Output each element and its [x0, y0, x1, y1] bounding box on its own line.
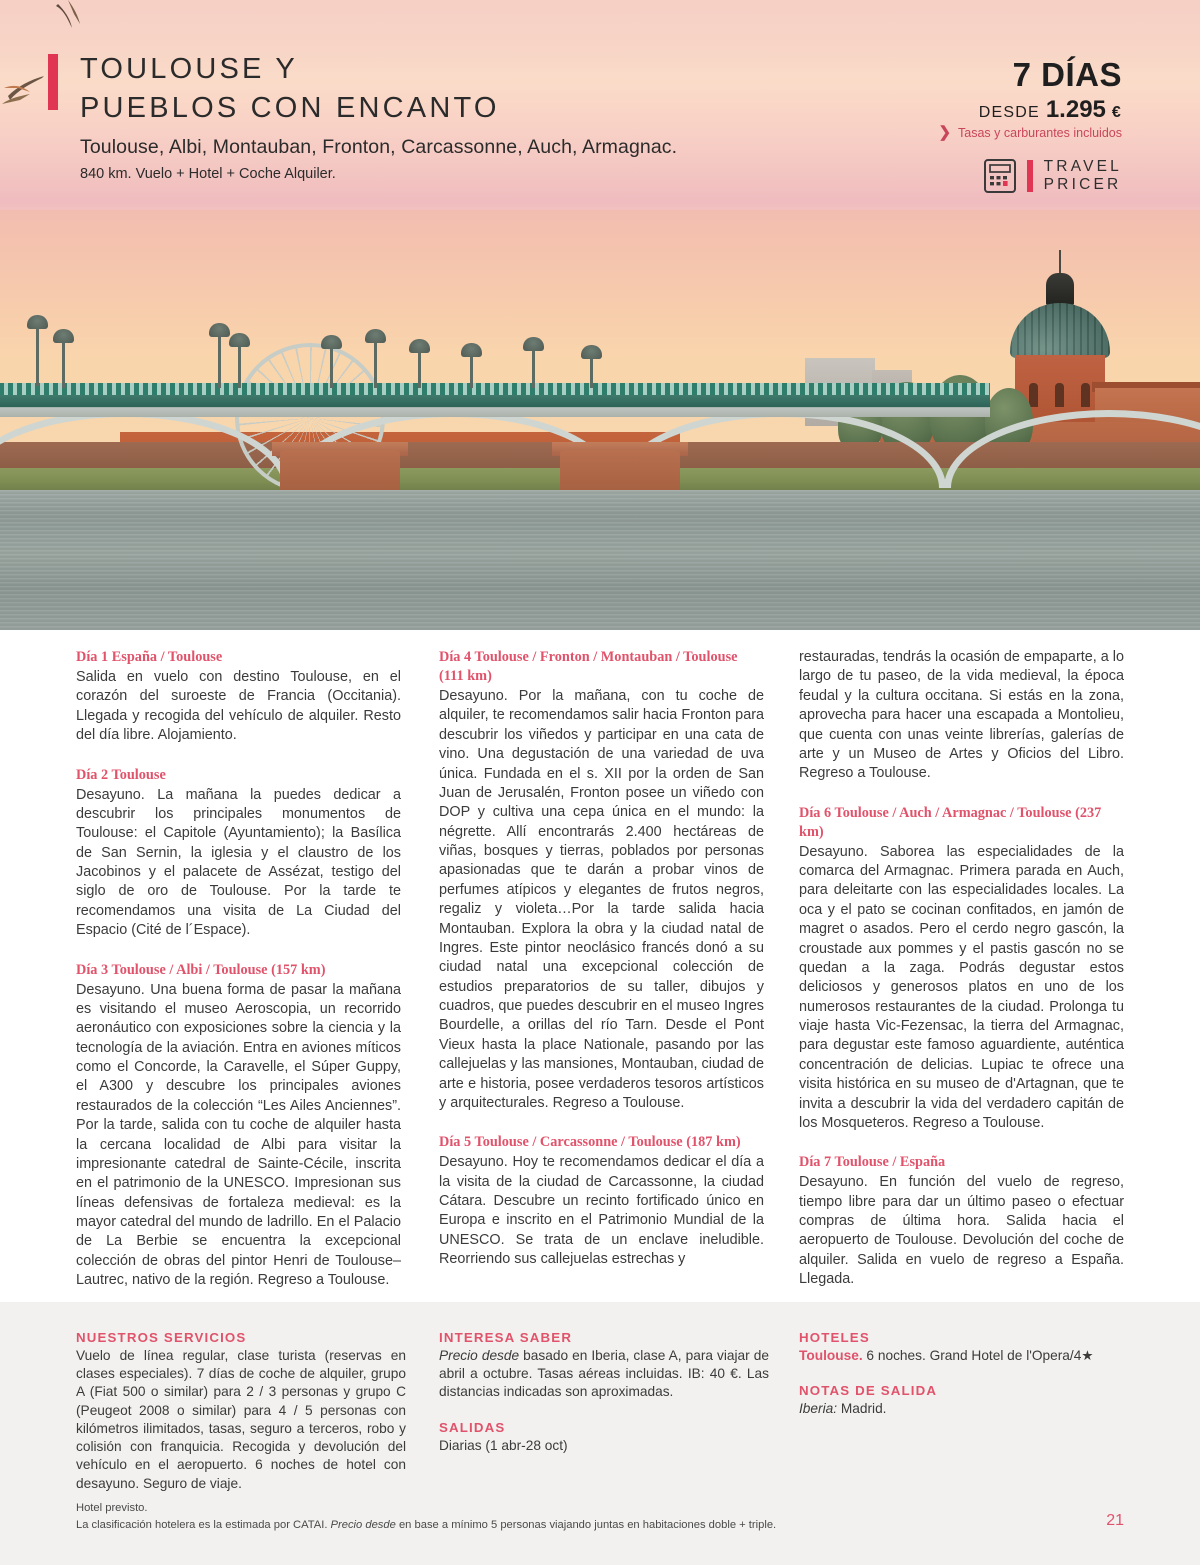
- day-paragraph: Desayuno. Una buena forma de pasar la mañana es visitando el museo Aeroscopia, un recorrido aeronáutico con exposiciones sobre la ciencia y la tecnología de la aviación. Entra en aviones míticos como el Concorde, la Caravelle, el Súper Guppy, el A300 y descubre los principales aviones restaurados de la colección “Les Ailes Anciennes”. Por la tarde, salida con tu coche de alquiler hasta la cercana localidad de Albi para visitar la impresionante catedral de Sainte-Cécile, inscrita en el patrimonio de la UNESCO. Impresionan sus líneas defensivas de fortaleza medieval: es la mayor catedral del mundo de ladrillo. En el Palacio de La Berbie se encuentra la excepcional colección de obras del pintor Henri de Toulouse–Lautrec, nativo de la región. Regreso a Toulouse.: [76, 981, 401, 1289]
- title-accent-bar: [48, 54, 58, 110]
- price-currency: €: [1111, 104, 1122, 121]
- bridge-lamp: [532, 350, 535, 388]
- day-heading: Día 5 Toulouse / Carcassonne / Toulouse (187 km): [439, 1134, 741, 1151]
- bridge-lamp: [470, 356, 473, 388]
- services-column-2: [439, 1330, 769, 1455]
- day-heading: Día 1 España / Toulouse: [76, 649, 223, 665]
- hero-section: [0, 0, 1200, 630]
- calculator-icon: [984, 159, 1016, 193]
- day-heading: Día 2 Toulouse: [76, 766, 166, 783]
- bridge-lamp: [218, 336, 221, 388]
- footnote-2b: en base a mínimo 5 personas viajando juntas en habitaciones doble + triple.: [395, 1518, 777, 1531]
- day-heading: Día 4 Toulouse / Fronton / Montauban / Toulouse (111 km): [439, 649, 738, 684]
- day-paragraph: Desayuno. En función del vuelo de regreso, tiempo libre para dar un último paseo o efectuar compras de última hora. Salida hacia el aeropuerto de Toulouse. Devolución del coche de alquiler. Salida en vuelo de regreso a España. Llegada.: [799, 1174, 1124, 1288]
- bridge-lamp: [62, 342, 65, 388]
- day-paragraph: Salida en vuelo con destino Toulouse, en el corazón del suroeste de Francia (Occitania). Llegada y recogida del vehículo de alquiler. Resto del día libre. Alojamiento.: [76, 669, 401, 744]
- chevron-right-icon: ❯: [938, 124, 952, 141]
- dome-lantern: [1046, 273, 1074, 305]
- day-paragraph: Desayuno. Saborea las especialidades de la comarca del Armagnac. Primera parada en Auch, para deleitarte con las especialidades locales. La oca y el pato se cocinan confitados, en jamón de magret o asados. Pero el cerdo negro gascón, la croustade aux pommes y el pastis gascón no se quedan a la zaga. Podrás degustar estos deliciosos y generosos platos en uno de los numerosos restaurantes de la ciudad. Prolonga tu viaje hasta Vic-Fezensac, la tierra del Armagnac, para degustar este famoso aguardiente, auténtica concentración de delicias. Lupiac te ofrece una visita histórica en su museo de d'Artagnan, que te invita a descubrir la vida del verdadero capitán de los Mosqueteros. Regreso a Toulouse.: [799, 843, 1124, 1131]
- itinerary-column-1: [76, 648, 401, 1291]
- price-prefix: DESDE: [978, 104, 1040, 121]
- notas-de-salida-heading: NOTAS DE SALIDA: [799, 1383, 938, 1399]
- itinerary-column-3: [799, 648, 1124, 1290]
- footnote-line-2: [76, 1517, 976, 1534]
- nuestros-servicios-text: Vuelo de línea regular, clase turista (reservas en clases especiales). 7 días de coche de alquiler, grupo A (Fiat 500 o similar) para 2 / 3 personas y grupo C (Peugeot 2008 o similar) para 4 / 5 personas con kilómetros ilimitados, tasas, seguro a terceros, robo y colisión con franquicia. Recogida y devolución del vehículo en el aeropuerto. 6 noches de hotel con desayuno. Seguro de viaje.: [76, 1348, 406, 1491]
- notas-body: Madrid.: [837, 1401, 887, 1417]
- day-paragraph: Desayuno. Por la mañana, con tu coche de alquiler, te recomendamos salir hacia Fronton para descubrir los viñedos y participar en una cata de vino. Una degustación de una variedad de uva única. Fundada en el s. XII por la orden de San Juan de Jerusalén, Fronton posee un viñedo con DOP y cultiva una cepa única en el mundo: la négrette. Allí encontrarás 2.400 hectáreas de viñas, bosques y tierras, poblados por personas apasionadas que te darán a probar vinos de perfumes atípicos y elegantes de frutos negros, regaliz y violeta…Por la tarde salida hacia Montauban. Explora la obra y la ciudad natal de Ingres. Este pintor neoclásico francés donó a su ciudad natal una excepcional colección de estudios preparatorios de su taller, dibujos y cuadros, que puedes descubrir en el museo Ingres Bourdelle, a orillas del río Tarn. Desde el Pont Vieux hasta la place Nationale, pasando por las callejuelas y las mansiones, Montauban, ciudad de arte e historia, posee verdaderos tesoros artísticos y arquitecturales. Regreso a Toulouse.: [439, 688, 764, 1111]
- brand-line2: PRICER: [1043, 176, 1122, 194]
- page-title: [80, 50, 500, 127]
- brand-name: [1044, 158, 1122, 195]
- notas-de-salida-text: [799, 1400, 1129, 1418]
- bridge-lamp: [330, 348, 333, 388]
- bridge-lamp: [418, 352, 421, 388]
- footnote-2-emphasis: Precio desde: [330, 1518, 396, 1531]
- route-cities: Toulouse, Albi, Montauban, Fronton, Carcassonne, Auch, Armagnac.: [80, 136, 678, 158]
- interesa-saber-text: [439, 1347, 769, 1402]
- day-paragraph: Desayuno. Hoy te recomendamos dedicar el día a la visita de la ciudad de Carcassonne, la ciudad Cátara. Descubre un recinto fortificado único en Europa e inscrito en el Patrimonio Mundial de la UNESCO. Se trata de un enclave ineludible. Reorriendo sus callejuelas estrechas y: [439, 1154, 764, 1268]
- taxes-included-label: Tasas y carburantes incluidos: [958, 125, 1122, 140]
- hotel-body: 6 noches. Grand Hotel de l'Opera/4★: [862, 1348, 1094, 1363]
- bridge-lamp: [238, 346, 241, 388]
- interesa-saber-body: basado en Iberia, clase A, para viajar de abril a octubre. Tasas aéreas incluidas. IB: 40 €. Las distancias indicadas son aproximadas.: [439, 1348, 769, 1400]
- bridge-lamp: [374, 342, 377, 388]
- interesa-saber-emphasis: Precio desde: [439, 1348, 520, 1363]
- day-paragraph-continuation: restauradas, tendrás la ocasión de empaparte, a lo largo de tu paseo, de la vida medieval, la época feudal y la cultura occitana. Si estás en la zona, aprovecha para hacer una escapada a Montolieu, que cuenta con unas veinte librerías, galerías de arte y un Museo de Artes y Oficios del Libro. Regreso a Toulouse.: [799, 649, 1124, 782]
- nuestros-servicios-heading: NUESTROS SERVICIOS: [76, 1330, 247, 1345]
- itinerary-column-2: [439, 648, 764, 1270]
- bridge-lamp: [590, 358, 593, 388]
- notas-airline: Iberia:: [799, 1401, 838, 1417]
- logo-accent-bar: [1027, 160, 1033, 192]
- day-heading: Día 3 Toulouse / Albi / Toulouse (157 km): [76, 961, 326, 978]
- page-title-line1: TOULOUSE Y: [80, 53, 298, 85]
- salidas-heading: SALIDAS: [439, 1419, 506, 1435]
- brand-line1: TRAVEL: [1043, 158, 1122, 175]
- services-column-1: [76, 1330, 406, 1493]
- toulouse-riverside-photo: [0, 210, 1200, 630]
- hoteles-heading: HOTELES: [799, 1330, 870, 1345]
- pont-saint-pierre-deck: [0, 395, 990, 417]
- hotel-city: Toulouse.: [799, 1348, 863, 1363]
- page-number: 21: [1106, 1512, 1124, 1529]
- price-block: [979, 96, 1122, 124]
- day-paragraph: Desayuno. La mañana la puedes dedicar a descubrir los principales monumentos de Toulouse: el Capitole (Ayuntamiento); la Basílica de San Sernin, la iglesia y el claustro de los Jacobinos y el palacete de Assézat, testigo del siglo de oro de Toulouse. Por la tarde te recomendamos una visita de La Ciudad del Espacio (Cité de l´Espace).: [76, 786, 401, 939]
- price-amount: 1.295: [1045, 96, 1106, 123]
- day-heading: Día 7 Toulouse / España: [799, 1154, 946, 1171]
- footnote-2a: La clasificación hotelera es la estimada por CATAI.: [76, 1518, 331, 1531]
- travel-pricer-logo: [984, 158, 1122, 195]
- taxes-included-note: [938, 125, 1122, 140]
- legal-footnote: [76, 1500, 976, 1534]
- bridge-lamp: [36, 328, 39, 386]
- day-heading: Día 6 Toulouse / Auch / Armagnac / Toulouse (237 km): [799, 804, 1102, 840]
- garonne-river-water: [0, 490, 1200, 630]
- itinerary-section: [0, 648, 1200, 1288]
- salidas-text: Diarias (1 abr-28 oct): [439, 1437, 568, 1453]
- hoteles-text: [799, 1347, 1129, 1365]
- trip-details: 840 km. Vuelo + Hotel + Coche Alquiler.: [80, 166, 336, 182]
- services-column-3: [799, 1330, 1129, 1418]
- duration-badge: 7 DÍAS: [1012, 56, 1122, 93]
- interesa-saber-heading: INTERESA SABER: [439, 1330, 573, 1345]
- page-title-line2: PUEBLOS CON ENCANTO: [80, 91, 500, 124]
- services-panel: [0, 1302, 1200, 1565]
- footnote-line-1: Hotel previsto.: [76, 1502, 148, 1514]
